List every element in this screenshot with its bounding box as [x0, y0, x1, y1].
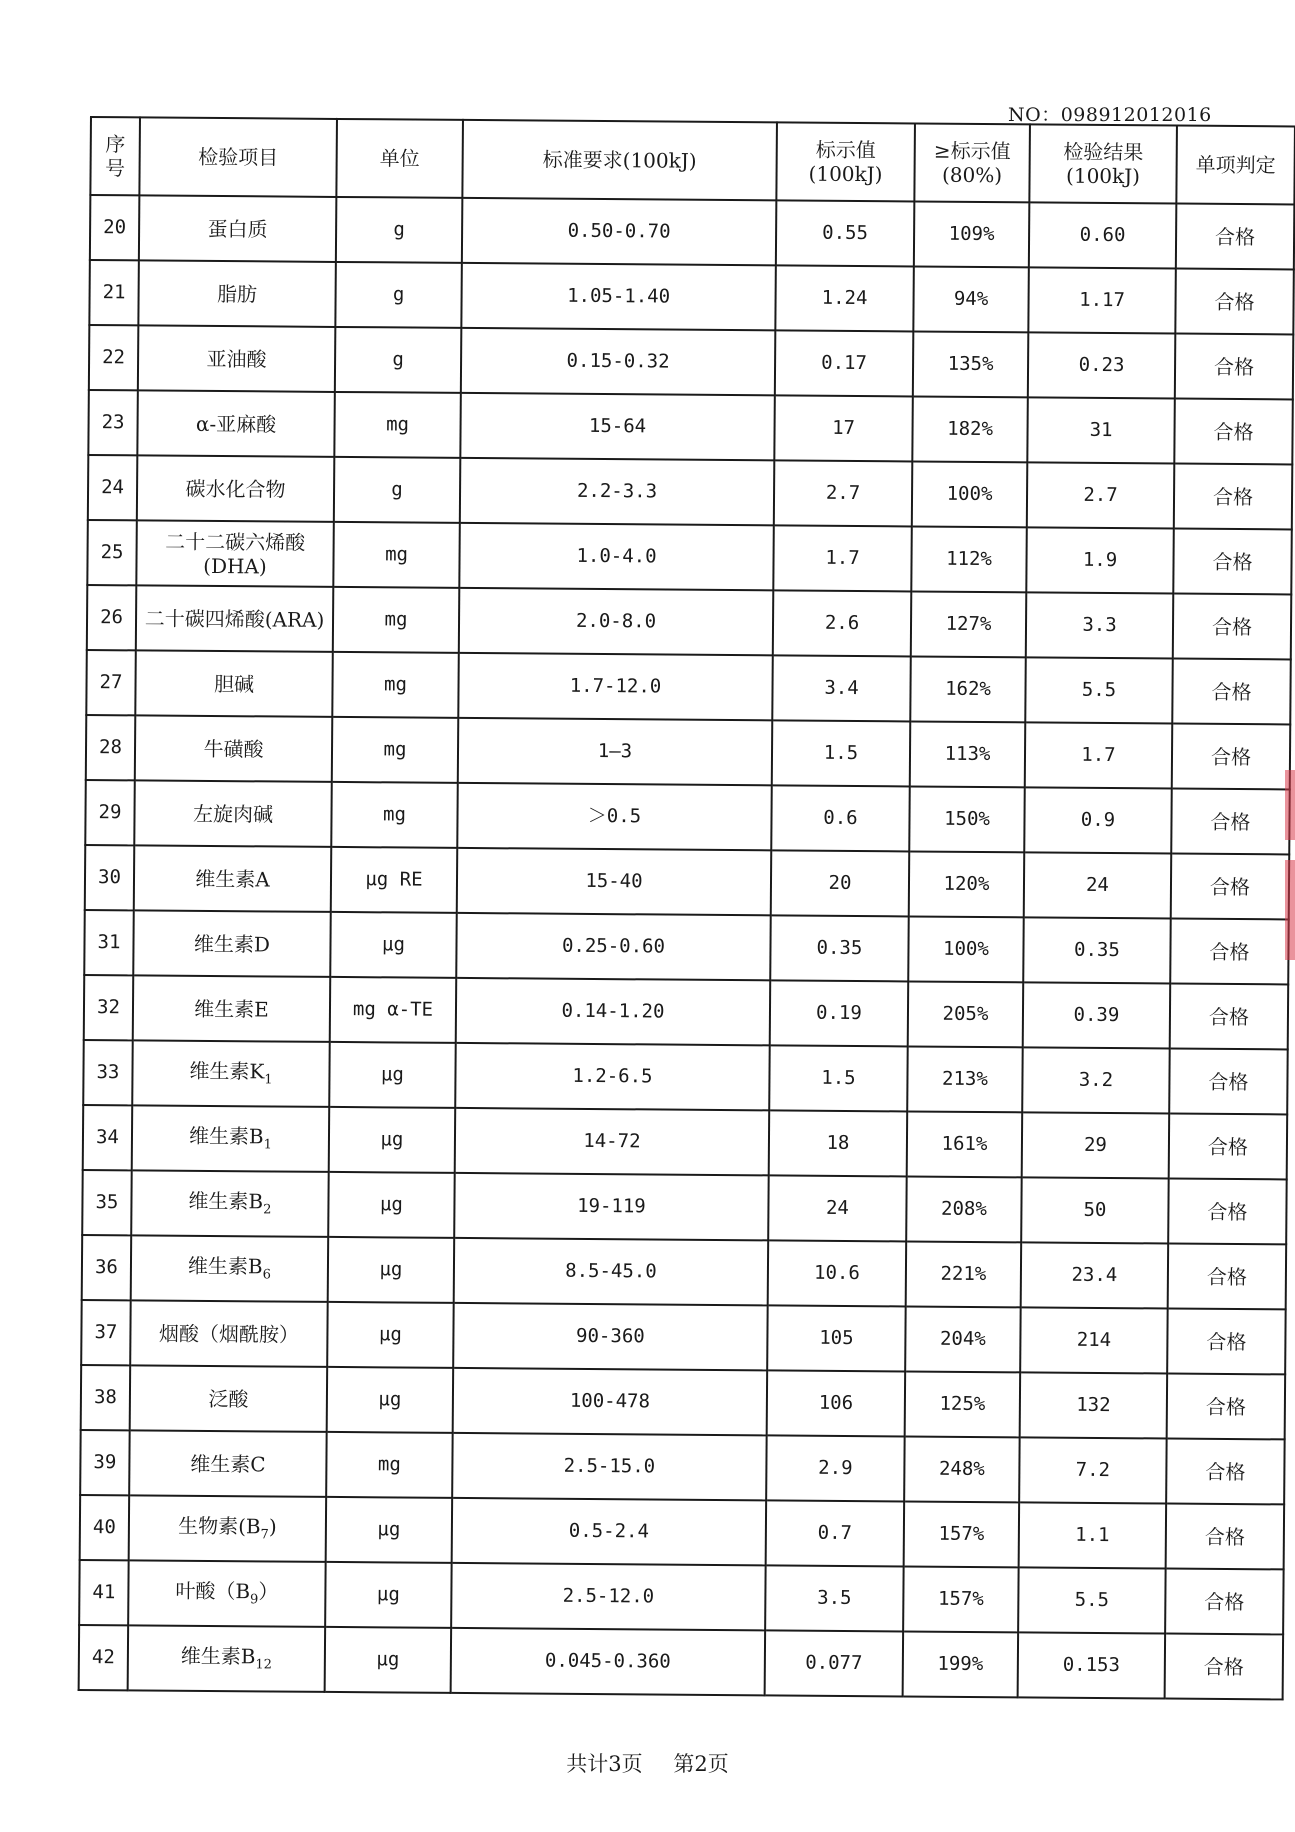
header-result	[1029, 124, 1177, 203]
footer-total-pages: 共计3页	[566, 1752, 643, 1776]
row-unit: μg	[327, 1367, 454, 1433]
row-result: 0.60	[1029, 202, 1177, 268]
row-ratio: 204%	[905, 1306, 1021, 1372]
row-ratio: 127%	[911, 591, 1027, 657]
row-ratio: 100%	[908, 916, 1024, 982]
row-standard: 2.5-12.0	[451, 1563, 766, 1630]
row-standard: 0.25-0.60	[456, 913, 771, 980]
table-row	[79, 1625, 1283, 1699]
row-unit: μg	[328, 1172, 455, 1238]
row-labeled-value: 18	[769, 1110, 908, 1176]
row-standard: 0.5-2.4	[452, 1498, 767, 1565]
row-seq: 30	[85, 845, 135, 910]
row-seq: 33	[83, 1040, 133, 1105]
row-judgement: 合格	[1171, 789, 1290, 855]
table-row	[84, 975, 1288, 1049]
table-header-row	[90, 117, 1295, 204]
item-name: 碳水化合物	[185, 476, 286, 502]
row-seq: 26	[87, 585, 137, 650]
row-judgement: 合格	[1175, 269, 1294, 335]
row-ratio: 161%	[907, 1111, 1023, 1177]
row-item	[137, 455, 335, 522]
table-row	[83, 1040, 1287, 1114]
row-labeled-value: 1.7	[773, 525, 912, 591]
item-subscript: 2	[263, 1202, 272, 1218]
row-result: 3.3	[1026, 592, 1174, 658]
row-ratio: 182%	[912, 396, 1028, 462]
row-seq: 29	[85, 780, 135, 845]
row-result: 214	[1020, 1307, 1168, 1373]
row-standard: 2.0-8.0	[459, 588, 774, 655]
row-item	[139, 195, 337, 262]
header-seq: 序号	[90, 117, 140, 195]
table-row	[82, 1170, 1286, 1244]
row-result: 2.7	[1027, 462, 1175, 528]
item-name: 二十二碳六烯酸	[165, 529, 306, 555]
row-unit: mg	[334, 392, 461, 458]
row-item	[137, 390, 335, 457]
row-standard: 1—3	[458, 718, 773, 785]
row-labeled-value: 1.5	[769, 1045, 908, 1111]
edge-stamp-mark	[1285, 770, 1295, 840]
row-item	[131, 1170, 329, 1237]
item-name: 亚油酸	[206, 346, 267, 371]
table-row	[80, 1495, 1284, 1569]
row-item	[136, 520, 334, 587]
item-name: 维生素B	[187, 1254, 263, 1279]
row-seq: 41	[79, 1560, 129, 1625]
row-ratio: 213%	[907, 1046, 1023, 1112]
table-row	[79, 1560, 1283, 1634]
row-ratio: 109%	[914, 201, 1030, 267]
item-name: 维生素E	[194, 996, 269, 1021]
row-labeled-value: 10.6	[768, 1240, 907, 1306]
row-judgement: 合格	[1170, 984, 1289, 1050]
row-unit: mg	[333, 522, 460, 588]
row-judgement: 合格	[1174, 399, 1293, 465]
row-seq: 32	[84, 975, 134, 1040]
header-unit: 单位	[336, 119, 463, 198]
row-judgement: 合格	[1167, 1309, 1286, 1375]
row-result: 0.9	[1024, 787, 1172, 853]
row-labeled-value: 0.35	[770, 915, 909, 981]
row-labeled-value: 0.077	[765, 1630, 904, 1696]
item-name: 生物素(B	[178, 1513, 261, 1539]
row-result: 3.2	[1022, 1047, 1170, 1113]
row-standard: 8.5-45.0	[454, 1238, 769, 1305]
header-item: 检验项目	[139, 117, 337, 197]
row-seq: 38	[81, 1365, 131, 1430]
row-item	[129, 1430, 327, 1497]
row-unit: μg	[325, 1562, 452, 1628]
row-standard: 2.2-3.3	[460, 458, 775, 525]
row-seq: 28	[86, 715, 136, 780]
table-row	[90, 195, 1294, 269]
row-judgement: 合格	[1173, 594, 1292, 660]
item-name: 胆碱	[213, 671, 255, 696]
row-seq: 25	[87, 520, 137, 585]
row-result: 7.2	[1019, 1437, 1167, 1503]
header-ratio-line2: (80%)	[941, 162, 1003, 188]
row-unit: μg	[325, 1627, 452, 1693]
row-item	[134, 780, 332, 847]
row-ratio: 221%	[906, 1241, 1022, 1307]
row-seq: 31	[84, 910, 134, 975]
item-subscript: 1	[264, 1072, 273, 1088]
row-standard: 15-40	[457, 848, 772, 915]
row-judgement: 合格	[1176, 204, 1295, 270]
row-unit: g	[335, 262, 462, 328]
row-ratio: 125%	[905, 1371, 1021, 1437]
row-judgement: 合格	[1166, 1503, 1285, 1569]
header-labeled-line1: 标示值	[815, 137, 876, 163]
row-item	[131, 1235, 329, 1302]
row-unit: mg	[326, 1432, 453, 1498]
footer-current-page: 第2页	[673, 1752, 729, 1776]
item-name: 脂肪	[217, 281, 258, 306]
row-item	[132, 1105, 330, 1172]
row-ratio: 157%	[904, 1501, 1020, 1567]
row-ratio: 135%	[913, 331, 1029, 397]
row-labeled-value: 0.6	[771, 785, 910, 851]
table-row	[80, 1430, 1284, 1504]
row-seq: 35	[82, 1170, 132, 1235]
table-row	[87, 585, 1291, 659]
row-judgement: 合格	[1174, 464, 1293, 530]
row-result: 0.23	[1028, 332, 1176, 398]
row-item	[135, 650, 333, 717]
row-unit: mg	[331, 782, 458, 848]
row-item	[133, 975, 331, 1042]
item-name: 维生素B	[188, 1124, 264, 1149]
row-result: 24	[1024, 852, 1172, 918]
row-standard: 1.05-1.40	[461, 263, 776, 330]
row-labeled-value: 24	[768, 1175, 907, 1241]
row-item	[136, 585, 334, 652]
row-seq: 37	[81, 1300, 131, 1365]
row-result: 1.9	[1026, 527, 1174, 593]
header-standard: 标准要求(100kJ)	[462, 120, 777, 200]
row-standard: 1.7-12.0	[458, 653, 773, 720]
row-labeled-value: 3.4	[772, 655, 911, 721]
row-standard: 2.5-15.0	[452, 1433, 767, 1500]
row-item	[130, 1300, 328, 1367]
item-name: 泛酸	[208, 1386, 249, 1411]
row-unit: mg α-TE	[330, 977, 457, 1043]
row-item	[129, 1495, 327, 1562]
row-judgement: 合格	[1175, 334, 1294, 400]
row-ratio: 113%	[910, 721, 1026, 787]
header-judgement: 单项判定	[1176, 126, 1295, 205]
table-row	[88, 390, 1292, 464]
header-result-line2: (100kJ)	[1065, 163, 1141, 189]
row-result: 1.17	[1028, 267, 1176, 333]
row-seq: 34	[83, 1105, 133, 1170]
table-row	[84, 910, 1288, 984]
row-labeled-value: 3.5	[765, 1565, 904, 1631]
row-judgement: 合格	[1173, 529, 1292, 595]
row-standard: 1.0-4.0	[459, 523, 774, 590]
row-ratio: 100%	[912, 461, 1028, 527]
row-ratio: 162%	[910, 656, 1026, 722]
item-subscript: 1	[263, 1137, 272, 1153]
item-suffix: ）	[258, 1579, 279, 1604]
row-labeled-value: 2.7	[774, 460, 913, 526]
row-judgement: 合格	[1169, 1114, 1288, 1180]
item-name: 维生素A	[195, 866, 270, 891]
row-ratio: 208%	[906, 1176, 1022, 1242]
row-unit: g	[335, 327, 462, 393]
edge-stamp-mark	[1285, 860, 1295, 960]
row-unit: μg	[328, 1237, 455, 1303]
row-result: 50	[1021, 1177, 1169, 1243]
item-name: 维生素B	[188, 1189, 264, 1214]
row-unit: mg	[332, 652, 459, 718]
row-labeled-value: 2.9	[766, 1435, 905, 1501]
item-subscript: 6	[262, 1267, 271, 1283]
page-footer	[0, 1748, 1295, 1778]
table-row	[83, 1105, 1287, 1179]
item-name: 二十碳四烯酸(ARA)	[144, 605, 325, 632]
row-result: 31	[1027, 397, 1175, 463]
row-item	[134, 845, 332, 912]
row-seq: 23	[88, 390, 138, 455]
table-row	[89, 325, 1293, 399]
row-result: 5.5	[1018, 1567, 1166, 1633]
row-ratio: 112%	[911, 526, 1027, 592]
row-item	[135, 715, 333, 782]
row-judgement: 合格	[1172, 659, 1291, 725]
row-seq: 36	[82, 1235, 132, 1300]
item-name: 牛磺酸	[203, 736, 264, 761]
item-subscript: 7	[260, 1527, 269, 1543]
row-unit: μg	[329, 1042, 456, 1108]
row-item	[138, 260, 336, 327]
row-unit: μg	[326, 1497, 453, 1563]
row-judgement: 合格	[1168, 1244, 1287, 1310]
row-result: 29	[1022, 1112, 1170, 1178]
row-unit: mg	[332, 717, 459, 783]
row-labeled-value: 0.7	[766, 1500, 905, 1566]
row-standard: 1.2-6.5	[455, 1043, 770, 1110]
row-unit: μg	[329, 1107, 456, 1173]
item-name: 左旋肉碱	[192, 801, 274, 826]
row-standard: ＞0.5	[457, 783, 772, 850]
row-ratio: 120%	[909, 851, 1025, 917]
row-seq: 22	[89, 325, 139, 390]
header-result-line1: 检验结果	[1063, 139, 1144, 165]
row-item	[132, 1040, 330, 1107]
row-judgement: 合格	[1167, 1373, 1286, 1439]
row-judgement: 合格	[1168, 1179, 1287, 1245]
row-seq: 40	[80, 1495, 130, 1560]
row-judgement: 合格	[1172, 724, 1291, 790]
row-unit: mg	[333, 587, 460, 653]
table-body	[79, 195, 1295, 1699]
row-seq: 24	[88, 455, 138, 520]
table-row	[86, 650, 1290, 724]
table-row	[81, 1300, 1285, 1374]
row-ratio: 205%	[908, 981, 1024, 1047]
row-item	[133, 910, 331, 977]
row-judgement: 合格	[1169, 1049, 1288, 1115]
row-item	[138, 325, 336, 392]
row-result: 0.153	[1018, 1632, 1166, 1698]
row-unit: μg	[330, 912, 457, 978]
table-row	[81, 1365, 1285, 1439]
row-ratio: 248%	[904, 1436, 1020, 1502]
row-standard: 15-64	[460, 393, 775, 460]
row-labeled-value: 1.5	[772, 720, 911, 786]
table-row	[85, 780, 1289, 854]
row-labeled-value: 106	[767, 1370, 906, 1436]
item-subscript: 12	[255, 1657, 273, 1673]
row-item	[130, 1365, 328, 1432]
row-judgement: 合格	[1171, 854, 1290, 920]
table-row	[85, 845, 1289, 919]
row-seq: 21	[89, 260, 139, 325]
row-labeled-value: 0.17	[775, 330, 914, 396]
row-unit: μg RE	[331, 847, 458, 913]
row-judgement: 合格	[1170, 919, 1289, 985]
row-item	[128, 1560, 326, 1627]
row-result: 1.7	[1025, 722, 1173, 788]
item-name: 维生素D	[193, 931, 271, 956]
row-result: 0.39	[1023, 982, 1171, 1048]
item-name: 维生素K	[189, 1059, 265, 1084]
table-row	[87, 520, 1291, 594]
item-name: 烟酸（烟酰胺）	[158, 1321, 300, 1347]
item-name: α-亚麻酸	[195, 411, 277, 436]
table-row	[89, 260, 1293, 334]
row-standard: 100-478	[453, 1368, 768, 1435]
row-labeled-value: 0.19	[770, 980, 909, 1046]
item-subscript: 9	[249, 1592, 259, 1608]
row-standard: 90-360	[453, 1303, 768, 1370]
table-row	[82, 1235, 1286, 1309]
row-standard: 14-72	[455, 1108, 770, 1175]
table-row	[86, 715, 1290, 789]
item-name: 维生素C	[190, 1451, 266, 1476]
row-unit: g	[336, 197, 463, 263]
row-seq: 42	[79, 1625, 129, 1690]
row-result: 1.1	[1019, 1502, 1167, 1568]
item-name-line2: (DHA)	[203, 553, 267, 578]
row-standard: 0.15-0.32	[461, 328, 776, 395]
row-labeled-value: 105	[767, 1305, 906, 1371]
row-standard: 0.14-1.20	[456, 978, 771, 1045]
header-ratio	[914, 123, 1030, 202]
row-unit: μg	[327, 1302, 454, 1368]
header-labeled-value	[776, 122, 915, 201]
row-seq: 39	[80, 1430, 130, 1495]
row-labeled-value: 17	[774, 395, 913, 461]
row-labeled-value: 0.55	[776, 200, 915, 266]
header-ratio-line1: ≥标示值	[933, 138, 1011, 164]
item-name: 叶酸（B	[175, 1578, 251, 1604]
table-row	[88, 455, 1292, 529]
row-ratio: 199%	[903, 1631, 1019, 1697]
row-judgement: 合格	[1165, 1633, 1284, 1699]
row-labeled-value: 2.6	[773, 590, 912, 656]
row-item	[128, 1625, 326, 1692]
row-judgement: 合格	[1166, 1438, 1285, 1504]
item-name: 维生素B	[180, 1643, 256, 1669]
row-result: 132	[1020, 1372, 1168, 1438]
header-labeled-line2: (100kJ)	[808, 161, 883, 187]
row-labeled-value: 20	[771, 850, 910, 916]
row-standard: 0.50-0.70	[462, 198, 777, 265]
row-result: 5.5	[1025, 657, 1173, 723]
row-ratio: 150%	[909, 786, 1025, 852]
row-result: 23.4	[1021, 1242, 1169, 1308]
row-unit: g	[334, 457, 461, 523]
row-standard: 19-119	[454, 1173, 769, 1240]
report-number: NO：098912012016	[1008, 104, 1212, 126]
row-standard: 0.045-0.360	[451, 1628, 766, 1695]
row-seq: 20	[90, 195, 140, 260]
row-ratio: 157%	[903, 1566, 1019, 1632]
item-name: 蛋白质	[207, 216, 268, 241]
row-ratio: 94%	[913, 266, 1029, 332]
row-labeled-value: 1.24	[775, 265, 914, 331]
row-result: 0.35	[1023, 917, 1171, 983]
inspection-table	[78, 116, 1295, 1700]
row-judgement: 合格	[1165, 1568, 1284, 1634]
row-seq: 27	[86, 650, 136, 715]
item-suffix: )	[268, 1514, 277, 1539]
